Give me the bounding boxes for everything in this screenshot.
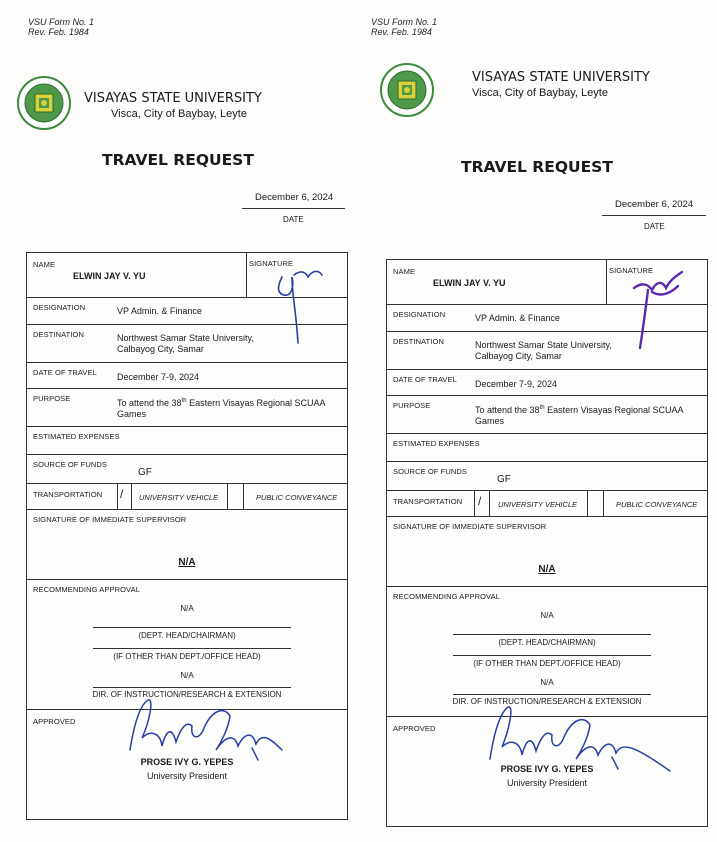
other-head-label: (IF OTHER THAN DEPT./OFFICE HEAD): [473, 659, 621, 668]
form-number-text: VSU Form No. 1: [28, 17, 95, 27]
request-table: [26, 252, 348, 820]
supervisor-row: [387, 516, 707, 587]
request-date: December 6, 2024: [615, 199, 694, 210]
designation-value: VP Admin. & Finance: [117, 306, 202, 316]
approved-label: APPROVED: [393, 724, 436, 733]
expenses-row: [387, 433, 707, 462]
purpose-label: PURPOSE: [33, 394, 71, 403]
university-name: VISAYAS STATE UNIVERSITY: [84, 91, 262, 106]
university-address: Visca, City of Baybay, Leyte: [472, 87, 608, 99]
recommending-value-2: N/A: [180, 671, 194, 680]
university-vehicle-option: UNIVERSITY VEHICLE: [498, 500, 578, 509]
director-label: DIR. OF INSTRUCTION/RESEARCH & EXTENSION: [92, 690, 282, 699]
name-row: [387, 260, 707, 305]
other-head-label: (IF OTHER THAN DEPT./OFFICE HEAD): [113, 652, 261, 661]
destination-row: [27, 324, 347, 363]
transport-divider-3: [587, 490, 588, 516]
recommending-value-1: N/A: [180, 604, 194, 613]
university-vehicle-option: UNIVERSITY VEHICLE: [139, 493, 219, 502]
purpose-line-2: Games: [117, 409, 147, 419]
approver-name: PROSE IVY G. YEPES: [500, 764, 594, 774]
director-label: DIR. OF INSTRUCTION/RESEARCH & EXTENSION: [452, 697, 642, 706]
name-row: [27, 253, 347, 298]
purpose-ordinal: th: [181, 398, 187, 404]
purpose-text-start: To attend the 38: [475, 405, 540, 415]
request-date: December 6, 2024: [255, 192, 334, 203]
purpose-line-2: Games: [475, 416, 505, 426]
funds-row: [27, 454, 347, 484]
destination-line-1: Northwest Samar State University,: [475, 340, 612, 350]
signature-label: SIGNATURE: [249, 259, 294, 268]
university-address: Visca, City of Baybay, Leyte: [111, 108, 247, 120]
university-seal-icon: [17, 76, 71, 130]
form-revision-text: Rev. Feb. 1984: [371, 27, 432, 37]
destination-line-1: Northwest Samar State University,: [117, 333, 254, 343]
recommending-row: [27, 579, 347, 710]
purpose-label: PURPOSE: [393, 401, 431, 410]
travel-date-row: [387, 369, 707, 396]
transport-divider-1: [474, 490, 475, 516]
approved-row: [387, 716, 707, 824]
purpose-ordinal: th: [539, 405, 545, 411]
form-number-text: VSU Form No. 1: [371, 17, 438, 27]
transport-check-mark: /: [120, 487, 124, 501]
approver-name: PROSE IVY G. YEPES: [140, 757, 234, 767]
travel-date-label: DATE OF TRAVEL: [393, 375, 457, 384]
recommending-row: [387, 586, 707, 717]
destination-value: [117, 333, 254, 355]
recommending-label: RECOMMENDING APPROVAL: [393, 592, 500, 601]
travel-request-form-right: [360, 7, 705, 842]
transport-divider-2: [489, 490, 490, 516]
transport-divider-4: [603, 490, 604, 516]
destination-line-2: Calbayog City, Samar: [117, 344, 204, 354]
travel-date-value: December 7-9, 2024: [117, 372, 200, 382]
destination-label: DESTINATION: [393, 337, 444, 346]
destination-line-2: Calbayog City, Samar: [475, 351, 562, 361]
supervisor-value: N/A: [538, 564, 556, 575]
public-conveyance-option: PUBLIC CONVEYANCE: [616, 500, 698, 509]
transport-divider-4: [243, 483, 244, 509]
approved-label: APPROVED: [33, 717, 76, 726]
other-head-line: [93, 648, 291, 649]
funds-row: [387, 461, 707, 491]
designation-row: [387, 304, 707, 332]
travel-request-form-left: [0, 0, 345, 835]
purpose-value: [475, 403, 683, 427]
form-revision-text: Rev. Feb. 1984: [28, 27, 89, 37]
supervisor-label: SIGNATURE OF IMMEDIATE SUPERVISOR: [393, 522, 547, 531]
supervisor-row: [27, 509, 347, 580]
form-title: TRAVEL REQUEST: [102, 151, 254, 169]
travel-date-row: [27, 362, 347, 389]
date-underline: [602, 215, 706, 216]
name-label: NAME: [393, 267, 416, 276]
director-line: [93, 687, 291, 688]
other-head-line: [453, 655, 651, 656]
transport-row: [387, 490, 707, 517]
transport-divider-1: [117, 483, 118, 509]
dept-head-line: [93, 627, 291, 628]
form-number: [28, 17, 94, 37]
recommending-value-2: N/A: [540, 678, 554, 687]
purpose-text-start: To attend the 38: [117, 398, 182, 408]
dept-head-label: (DEPT. HEAD/CHAIRMAN): [138, 631, 236, 640]
transport-label: TRANSPORTATION: [393, 497, 463, 506]
supervisor-label: SIGNATURE OF IMMEDIATE SUPERVISOR: [33, 515, 187, 524]
designation-row: [27, 297, 347, 325]
name-label: NAME: [33, 260, 56, 269]
designation-label: DESIGNATION: [393, 310, 446, 319]
recommending-label: RECOMMENDING APPROVAL: [33, 585, 140, 594]
form-number: [371, 17, 437, 37]
designation-value: VP Admin. & Finance: [475, 313, 560, 323]
travel-date-value: December 7-9, 2024: [475, 379, 558, 389]
funds-label: SOURCE OF FUNDS: [33, 460, 108, 469]
date-label: DATE: [283, 215, 304, 224]
approver-title: University President: [146, 771, 228, 781]
supervisor-value: N/A: [178, 557, 196, 568]
destination-label: DESTINATION: [33, 330, 84, 339]
director-line: [453, 694, 651, 695]
purpose-text-end: Eastern Visayas Regional SCUAA: [186, 398, 326, 408]
date-label: DATE: [644, 222, 665, 231]
purpose-text-end: Eastern Visayas Regional SCUAA: [544, 405, 684, 415]
expenses-label: ESTIMATED EXPENSES: [33, 432, 120, 441]
signature-label: SIGNATURE: [609, 266, 654, 275]
purpose-value: [117, 396, 325, 420]
expenses-row: [27, 426, 347, 455]
travel-date-label: DATE OF TRAVEL: [33, 368, 97, 377]
funds-value: GF: [497, 474, 511, 485]
transport-divider-3: [227, 483, 228, 509]
approved-row: [27, 709, 347, 817]
signature-divider: [246, 253, 247, 297]
date-underline: [242, 208, 345, 209]
destination-row: [387, 331, 707, 370]
transport-row: [27, 483, 347, 510]
funds-label: SOURCE OF FUNDS: [393, 467, 468, 476]
purpose-row: [387, 395, 707, 434]
request-table: [386, 259, 708, 827]
approver-title: University President: [506, 778, 588, 788]
university-name: VISAYAS STATE UNIVERSITY: [472, 70, 650, 85]
transport-label: TRANSPORTATION: [33, 490, 103, 499]
university-seal-icon: [380, 63, 434, 117]
recommending-value-1: N/A: [540, 611, 554, 620]
dept-head-line: [453, 634, 651, 635]
destination-value: [475, 340, 612, 362]
designation-label: DESIGNATION: [33, 303, 86, 312]
funds-value: GF: [138, 467, 152, 478]
signature-divider: [606, 260, 607, 304]
transport-divider-2: [131, 483, 132, 509]
public-conveyance-option: PUBLIC CONVEYANCE: [256, 493, 338, 502]
dept-head-label: (DEPT. HEAD/CHAIRMAN): [498, 638, 596, 647]
form-title: TRAVEL REQUEST: [461, 158, 613, 176]
expenses-label: ESTIMATED EXPENSES: [393, 439, 480, 448]
name-value: ELWIN JAY V. YU: [433, 278, 506, 288]
name-value: ELWIN JAY V. YU: [73, 271, 146, 281]
purpose-row: [27, 388, 347, 427]
transport-check-mark: /: [478, 494, 482, 508]
